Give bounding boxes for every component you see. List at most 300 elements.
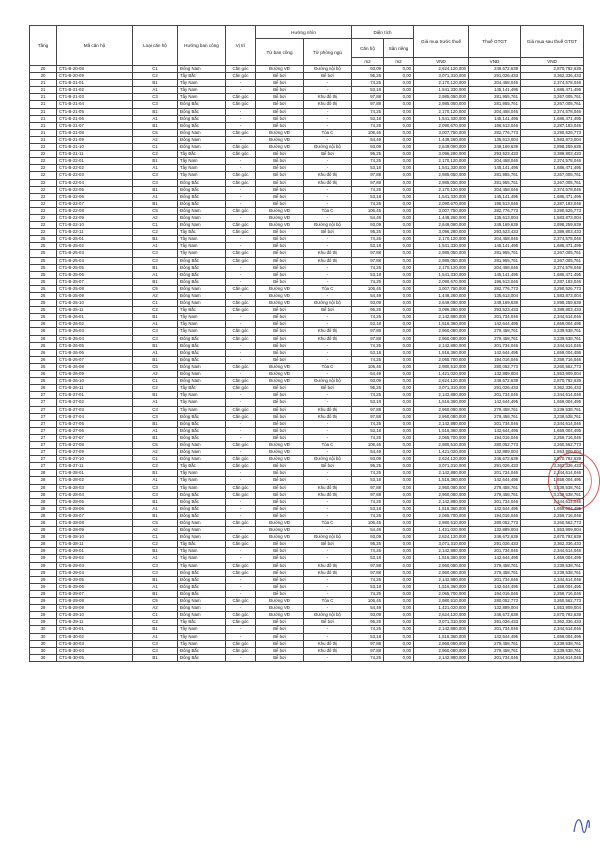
- cell-view-balcony: Bể bơi: [256, 633, 304, 640]
- cell-vat: 145,141,495: [469, 271, 521, 278]
- cell-vat: 142,644,495: [469, 505, 521, 512]
- cell-unit-type: B1: [133, 314, 178, 321]
- cell-balcony-direction: Tây Nam: [178, 321, 226, 328]
- cell-private-yard-area: 0,00: [384, 363, 414, 370]
- cell-balcony-direction: Tây Nam: [178, 236, 226, 243]
- cell-price-before-tax: 2,170,120,000: [414, 264, 469, 271]
- cell-private-yard-area: 0,00: [384, 342, 414, 349]
- table-row: [30, 640, 584, 647]
- cell-vat: 201,734,046: [469, 498, 521, 505]
- cell-vat: 204,458,046: [469, 108, 521, 115]
- header-area: Diện tích: [352, 26, 414, 39]
- cell-view-bedroom: Khu đô thị: [304, 179, 352, 186]
- cell-balcony-direction: Tây Nam: [178, 399, 226, 406]
- cell-vat: 246,672,639: [469, 378, 521, 385]
- cell-balcony-direction: Tây Nam: [178, 243, 226, 250]
- cell-position: Căn góc: [226, 640, 256, 647]
- cell-unit-code: CT1-B-29-11: [57, 619, 133, 626]
- cell-unit-type: C3: [133, 101, 178, 108]
- cell-price-after-tax: 3,239,538,761: [521, 484, 584, 491]
- cell-private-yard-area: 0,00: [384, 165, 414, 172]
- cell-private-yard-area: 0,00: [384, 200, 414, 207]
- cell-apartment-area: 54,49: [352, 371, 384, 378]
- cell-view-bedroom: -: [304, 342, 352, 349]
- cell-view-bedroom: -: [304, 200, 352, 207]
- cell-balcony-direction: Tây Nam: [178, 477, 226, 484]
- cell-unit-code: CT1-B-21-07: [57, 122, 133, 129]
- table-row: [30, 108, 584, 115]
- table-row: [30, 349, 584, 356]
- cell-price-before-tax: 2,065,700,000: [414, 434, 469, 441]
- cell-balcony-direction: Đông Bắc: [178, 590, 226, 597]
- cell-unit-type: C2: [133, 151, 178, 158]
- cell-private-yard-area: 0,00: [384, 172, 414, 179]
- cell-price-after-tax: 1,659,004,495: [521, 427, 584, 434]
- table-row: [30, 576, 584, 583]
- cell-floor: 22: [30, 214, 57, 221]
- cell-balcony-direction: Đông Bắc: [178, 576, 226, 583]
- cell-balcony-direction: Đông Bắc: [178, 335, 226, 342]
- table-row: [30, 413, 584, 420]
- cell-unit-type: B1: [133, 186, 178, 193]
- cell-unit-type: C2: [133, 463, 178, 470]
- cell-unit-code: CT1-B-22-11: [57, 229, 133, 236]
- cell-unit-type: C3: [133, 640, 178, 647]
- cell-view-balcony: Đường VĐ: [256, 441, 304, 448]
- cell-unit-code: CT1-B-29-04: [57, 569, 133, 576]
- cell-balcony-direction: Đông Bắc: [178, 342, 226, 349]
- table-row: [30, 371, 584, 378]
- cell-view-balcony: Đường VĐ: [256, 363, 304, 370]
- cell-position: -: [226, 293, 256, 300]
- cell-view-balcony: Bể bơi: [256, 321, 304, 328]
- cell-private-yard-area: 0,00: [384, 463, 414, 470]
- cell-vat: 194,016,046: [469, 356, 521, 363]
- cell-price-after-tax: 2,374,578,046: [521, 80, 584, 87]
- cell-view-bedroom: -: [304, 136, 352, 143]
- cell-view-balcony: Bể bơi: [256, 505, 304, 512]
- cell-unit-code: CT1-B-26-07: [57, 356, 133, 363]
- cell-price-after-tax: 2,344,614,046: [521, 342, 584, 349]
- cell-floor: 22: [30, 207, 57, 214]
- cell-private-yard-area: 0,00: [384, 505, 414, 512]
- cell-view-balcony: Bể bơi: [256, 512, 304, 519]
- cell-price-before-tax: 2,624,120,000: [414, 534, 469, 541]
- cell-private-yard-area: 0,00: [384, 158, 414, 165]
- cell-vat: 201,734,046: [469, 576, 521, 583]
- cell-price-before-tax: 1,421,020,000: [414, 605, 469, 612]
- cell-floor: 28: [30, 534, 57, 541]
- cell-private-yard-area: 0,00: [384, 136, 414, 143]
- cell-balcony-direction: Đông Nam: [178, 456, 226, 463]
- cell-view-bedroom: Đường nội bộ: [304, 222, 352, 229]
- cell-price-before-tax: 2,649,090,000: [414, 144, 469, 151]
- cell-price-before-tax: 2,090,670,000: [414, 200, 469, 207]
- cell-private-yard-area: 0,00: [384, 314, 414, 321]
- cell-balcony-direction: Tây Nam: [178, 392, 226, 399]
- cell-balcony-direction: Đông Nam: [178, 612, 226, 619]
- cell-unit-code: CT1-B-21-02: [57, 87, 133, 94]
- cell-private-yard-area: 0,00: [384, 392, 414, 399]
- cell-view-balcony: Bể bơi: [256, 229, 304, 236]
- cell-price-after-tax: 2,898,259,639: [521, 144, 584, 151]
- cell-private-yard-area: 0,00: [384, 548, 414, 555]
- cell-view-bedroom: -: [304, 321, 352, 328]
- cell-balcony-direction: Tây Nam: [178, 328, 226, 335]
- cell-unit-type: A1: [133, 349, 178, 356]
- cell-view-balcony: Bể bơi: [256, 406, 304, 413]
- cell-unit-code: CT1-B-27-02: [57, 399, 133, 406]
- cell-price-after-tax: 1,553,909,004: [521, 371, 584, 378]
- cell-vat: 132,889,004: [469, 605, 521, 612]
- cell-balcony-direction: Tây Nam: [178, 640, 226, 647]
- cell-apartment-area: 53,18: [352, 115, 384, 122]
- cell-apartment-area: 53,18: [352, 633, 384, 640]
- cell-private-yard-area: 0,00: [384, 222, 414, 229]
- cell-unit-code: CT1-B-25-04: [57, 257, 133, 264]
- cell-unit-type: C2: [133, 73, 178, 80]
- cell-view-balcony: Đường VĐ: [256, 293, 304, 300]
- cell-balcony-direction: Đông Nam: [178, 449, 226, 456]
- cell-vat: 145,141,495: [469, 193, 521, 200]
- cell-view-balcony: Đường VĐ: [256, 527, 304, 534]
- cell-position: -: [226, 349, 256, 356]
- cell-apartment-area: 74,25: [352, 470, 384, 477]
- cell-balcony-direction: Tây Nam: [178, 484, 226, 491]
- cell-private-yard-area: 0,00: [384, 590, 414, 597]
- cell-vat: 142,644,495: [469, 321, 521, 328]
- cell-view-balcony: Bể bơi: [256, 236, 304, 243]
- cell-view-balcony: Bể bơi: [256, 640, 304, 647]
- cell-apartment-area: 74,25: [352, 342, 384, 349]
- cell-unit-type: A1: [133, 505, 178, 512]
- cell-view-balcony: Đường VĐ: [256, 222, 304, 229]
- cell-balcony-direction: Đông Nam: [178, 363, 226, 370]
- cell-unit-code: CT1-B-20-08: [57, 66, 133, 73]
- cell-vat: 132,889,004: [469, 449, 521, 456]
- cell-position: -: [226, 342, 256, 349]
- cell-balcony-direction: Đông Nam: [178, 207, 226, 214]
- cell-price-after-tax: 3,260,562,773: [521, 520, 584, 527]
- cell-unit-type: C1: [133, 300, 178, 307]
- cell-price-after-tax: 2,287,183,046: [521, 200, 584, 207]
- cell-price-before-tax: 2,090,670,000: [414, 278, 469, 285]
- cell-price-before-tax: 1,421,020,000: [414, 371, 469, 378]
- table-row: [30, 484, 584, 491]
- table-row: [30, 207, 584, 214]
- cell-view-balcony: Bể bơi: [256, 548, 304, 555]
- cell-price-after-tax: 3,239,538,761: [521, 413, 584, 420]
- cell-floor: 28: [30, 491, 57, 498]
- cell-vat: 246,672,639: [469, 612, 521, 619]
- table-row: [30, 293, 584, 300]
- cell-view-bedroom: -: [304, 498, 352, 505]
- cell-private-yard-area: 0,00: [384, 101, 414, 108]
- cell-view-bedroom: Khu đô thị: [304, 484, 352, 491]
- cell-private-yard-area: 0,00: [384, 605, 414, 612]
- cell-balcony-direction: Đông Bắc: [178, 271, 226, 278]
- cell-position: -: [226, 193, 256, 200]
- cell-vat: 246,672,639: [469, 456, 521, 463]
- cell-unit-type: C2: [133, 307, 178, 314]
- cell-apartment-area: 53,18: [352, 477, 384, 484]
- cell-floor: 22: [30, 193, 57, 200]
- cell-price-after-tax: 1,686,471,495: [521, 193, 584, 200]
- cell-price-before-tax: 2,142,880,000: [414, 470, 469, 477]
- cell-vat: 196,513,046: [469, 200, 521, 207]
- header-unit-m2: m2: [384, 58, 414, 66]
- cell-price-before-tax: 1,516,360,000: [414, 583, 469, 590]
- cell-apartment-area: 97,88: [352, 484, 384, 491]
- cell-floor: 22: [30, 222, 57, 229]
- cell-floor: 29: [30, 583, 57, 590]
- cell-view-bedroom: -: [304, 392, 352, 399]
- cell-price-before-tax: 1,448,260,000: [414, 136, 469, 143]
- table-row: [30, 101, 584, 108]
- cell-apartment-area: 74,25: [352, 122, 384, 129]
- cell-balcony-direction: Tây Bắc: [178, 463, 226, 470]
- cell-price-before-tax: 2,142,880,000: [414, 654, 469, 661]
- cell-position: -: [226, 243, 256, 250]
- cell-vat: 249,169,639: [469, 300, 521, 307]
- cell-unit-code: CT1-B-26-10: [57, 378, 133, 385]
- cell-balcony-direction: Đông Nam: [178, 371, 226, 378]
- cell-apartment-area: 97,88: [352, 179, 384, 186]
- cell-unit-code: CT1-B-27-08: [57, 441, 133, 448]
- cell-floor: 21: [30, 136, 57, 143]
- cell-unit-type: C3: [133, 569, 178, 576]
- cell-view-bedroom: -: [304, 293, 352, 300]
- cell-position: -: [226, 654, 256, 661]
- cell-price-before-tax: 1,516,360,000: [414, 321, 469, 328]
- cell-unit-code: CT1-B-26-05: [57, 342, 133, 349]
- cell-apartment-area: 97,88: [352, 328, 384, 335]
- cell-unit-type: A1: [133, 633, 178, 640]
- cell-view-bedroom: Tòa C: [304, 598, 352, 605]
- cell-price-after-tax: 1,659,004,495: [521, 399, 584, 406]
- cell-private-yard-area: 0,00: [384, 229, 414, 236]
- cell-position: -: [226, 271, 256, 278]
- cell-price-before-tax: 1,541,330,000: [414, 165, 469, 172]
- cell-price-after-tax: 2,259,716,046: [521, 356, 584, 363]
- table-row: [30, 456, 584, 463]
- table-row: [30, 470, 584, 477]
- cell-unit-type: B1: [133, 470, 178, 477]
- cell-price-before-tax: 2,980,510,000: [414, 598, 469, 605]
- cell-balcony-direction: Đông Nam: [178, 534, 226, 541]
- cell-price-before-tax: 2,960,080,000: [414, 484, 469, 491]
- cell-position: Căn góc: [226, 172, 256, 179]
- cell-view-balcony: Bể bơi: [256, 342, 304, 349]
- cell-view-bedroom: -: [304, 399, 352, 406]
- cell-balcony-direction: Tây Nam: [178, 158, 226, 165]
- cell-apartment-area: 53,18: [352, 349, 384, 356]
- cell-apartment-area: 95,25: [352, 385, 384, 392]
- cell-vat: 281,955,761: [469, 257, 521, 264]
- table-row: [30, 534, 584, 541]
- table-row: [30, 654, 584, 661]
- cell-view-balcony: Bể bơi: [256, 271, 304, 278]
- cell-apartment-area: 97,88: [352, 647, 384, 654]
- cell-price-after-tax: 3,267,005,761: [521, 250, 584, 257]
- cell-vat: 142,644,495: [469, 633, 521, 640]
- cell-balcony-direction: Đông Bắc: [178, 420, 226, 427]
- cell-position: -: [226, 115, 256, 122]
- cell-position: Căn góc: [226, 619, 256, 626]
- cell-view-balcony: Đường VĐ: [256, 449, 304, 456]
- table-row: [30, 583, 584, 590]
- cell-unit-type: C3: [133, 647, 178, 654]
- cell-vat: 145,141,495: [469, 165, 521, 172]
- cell-price-after-tax: 3,389,803,433: [521, 151, 584, 158]
- cell-view-balcony: Bể bơi: [256, 654, 304, 661]
- cell-floor: 29: [30, 605, 57, 612]
- cell-balcony-direction: Đông Bắc: [178, 101, 226, 108]
- cell-unit-type: A2: [133, 605, 178, 612]
- cell-apartment-area: 54,49: [352, 136, 384, 143]
- cell-price-before-tax: 3,007,750,000: [414, 207, 469, 214]
- table-row: [30, 80, 584, 87]
- cell-view-balcony: Bể bơi: [256, 491, 304, 498]
- cell-unit-code: CT1-B-28-08: [57, 520, 133, 527]
- table-row: [30, 520, 584, 527]
- cell-view-balcony: Đường VĐ: [256, 300, 304, 307]
- cell-private-yard-area: 0,00: [384, 179, 414, 186]
- cell-view-balcony: Đường VĐ: [256, 378, 304, 385]
- cell-balcony-direction: Tây Nam: [178, 314, 226, 321]
- cell-price-before-tax: 2,980,510,000: [414, 441, 469, 448]
- cell-floor: 29: [30, 562, 57, 569]
- cell-private-yard-area: 0,00: [384, 371, 414, 378]
- cell-unit-type: C3: [133, 172, 178, 179]
- cell-view-balcony: Bể bơi: [256, 541, 304, 548]
- cell-view-bedroom: Khu đô thị: [304, 413, 352, 420]
- cell-view-bedroom: Khu đô thị: [304, 250, 352, 257]
- cell-apartment-area: 54,49: [352, 449, 384, 456]
- cell-unit-type: A1: [133, 555, 178, 562]
- table-row: [30, 420, 584, 427]
- cell-floor: 28: [30, 520, 57, 527]
- cell-vat: 201,734,046: [469, 392, 521, 399]
- cell-view-bedroom: -: [304, 115, 352, 122]
- cell-floor: 26: [30, 356, 57, 363]
- cell-unit-code: CT1-B-28-10: [57, 534, 133, 541]
- cell-position: Căn góc: [226, 66, 256, 73]
- cell-floor: 28: [30, 541, 57, 548]
- cell-vat: 204,458,046: [469, 264, 521, 271]
- cell-price-after-tax: 2,344,614,046: [521, 470, 584, 477]
- cell-unit-code: CT1-B-25-02: [57, 243, 133, 250]
- cell-view-bedroom: -: [304, 512, 352, 519]
- cell-unit-code: CT1-B-21-01: [57, 80, 133, 87]
- cell-price-before-tax: 3,007,750,000: [414, 285, 469, 292]
- cell-unit-code: CT1-B-27-11: [57, 463, 133, 470]
- cell-apartment-area: 53,18: [352, 271, 384, 278]
- cell-balcony-direction: Đông Nam: [178, 605, 226, 612]
- cell-price-after-tax: 3,239,538,761: [521, 647, 584, 654]
- cell-apartment-area: 95,25: [352, 541, 384, 548]
- cell-price-before-tax: 2,142,880,000: [414, 420, 469, 427]
- cell-position: Căn góc: [226, 94, 256, 101]
- cell-view-balcony: Bể bơi: [256, 179, 304, 186]
- cell-price-after-tax: 3,290,526,773: [521, 129, 584, 136]
- cell-private-yard-area: 0,00: [384, 236, 414, 243]
- cell-floor: 25: [30, 285, 57, 292]
- cell-position: Căn góc: [226, 647, 256, 654]
- cell-position: -: [226, 477, 256, 484]
- cell-view-balcony: Bể bơi: [256, 108, 304, 115]
- cell-position: Căn góc: [226, 307, 256, 314]
- cell-view-bedroom: Tòa C: [304, 363, 352, 370]
- cell-floor: 27: [30, 392, 57, 399]
- cell-price-after-tax: 2,374,578,046: [521, 158, 584, 165]
- cell-unit-code: CT1-B-29-02: [57, 555, 133, 562]
- cell-price-after-tax: 2,898,259,639: [521, 222, 584, 229]
- cell-view-balcony: Đường VĐ: [256, 534, 304, 541]
- cell-private-yard-area: 0,00: [384, 477, 414, 484]
- cell-price-after-tax: 1,686,471,495: [521, 243, 584, 250]
- cell-position: Căn góc: [226, 229, 256, 236]
- cell-balcony-direction: Đông Nam: [178, 598, 226, 605]
- header-price-after-tax: Giá mua sau thuế GTGT: [521, 26, 584, 58]
- cell-price-after-tax: 1,553,909,004: [521, 527, 584, 534]
- cell-floor: 26: [30, 378, 57, 385]
- cell-apartment-area: 74,25: [352, 626, 384, 633]
- cell-price-after-tax: 2,870,792,639: [521, 534, 584, 541]
- cell-view-balcony: Đường VĐ: [256, 66, 304, 73]
- cell-position: -: [226, 505, 256, 512]
- table-row: [30, 569, 584, 576]
- cell-private-yard-area: 0,00: [384, 144, 414, 151]
- cell-balcony-direction: Tây Nam: [178, 250, 226, 257]
- cell-unit-type: C2: [133, 385, 178, 392]
- cell-unit-type: A1: [133, 477, 178, 484]
- cell-price-after-tax: 1,659,004,495: [521, 349, 584, 356]
- cell-price-after-tax: 3,267,005,761: [521, 101, 584, 108]
- cell-floor: 26: [30, 321, 57, 328]
- cell-unit-type: A1: [133, 87, 178, 94]
- cell-view-bedroom: -: [304, 527, 352, 534]
- cell-floor: 27: [30, 463, 57, 470]
- cell-apartment-area: 97,88: [352, 250, 384, 257]
- table-row: [30, 555, 584, 562]
- cell-balcony-direction: Tây Nam: [178, 633, 226, 640]
- cell-unit-code: CT1-B-22-01: [57, 158, 133, 165]
- cell-vat: 194,016,046: [469, 512, 521, 519]
- cell-view-balcony: Bể bơi: [256, 172, 304, 179]
- table-row: [30, 406, 584, 413]
- cell-price-after-tax: 3,239,538,761: [521, 328, 584, 335]
- cell-price-before-tax: 2,649,090,000: [414, 300, 469, 307]
- cell-view-balcony: Bể bơi: [256, 115, 304, 122]
- cell-position: Căn góc: [226, 179, 256, 186]
- table-row: [30, 392, 584, 399]
- cell-unit-type: C5: [133, 363, 178, 370]
- cell-view-balcony: Bể bơi: [256, 165, 304, 172]
- cell-unit-type: B1: [133, 392, 178, 399]
- cell-price-after-tax: 3,389,803,433: [521, 307, 584, 314]
- table-row: [30, 378, 584, 385]
- cell-view-balcony: Bể bơi: [256, 73, 304, 80]
- cell-unit-code: CT1-B-27-06: [57, 427, 133, 434]
- cell-vat: 204,458,046: [469, 236, 521, 243]
- cell-apartment-area: 74,25: [352, 108, 384, 115]
- cell-apartment-area: 106,45: [352, 520, 384, 527]
- cell-floor: 22: [30, 200, 57, 207]
- cell-floor: 27: [30, 434, 57, 441]
- cell-unit-type: B1: [133, 80, 178, 87]
- cell-balcony-direction: Đông Nam: [178, 222, 226, 229]
